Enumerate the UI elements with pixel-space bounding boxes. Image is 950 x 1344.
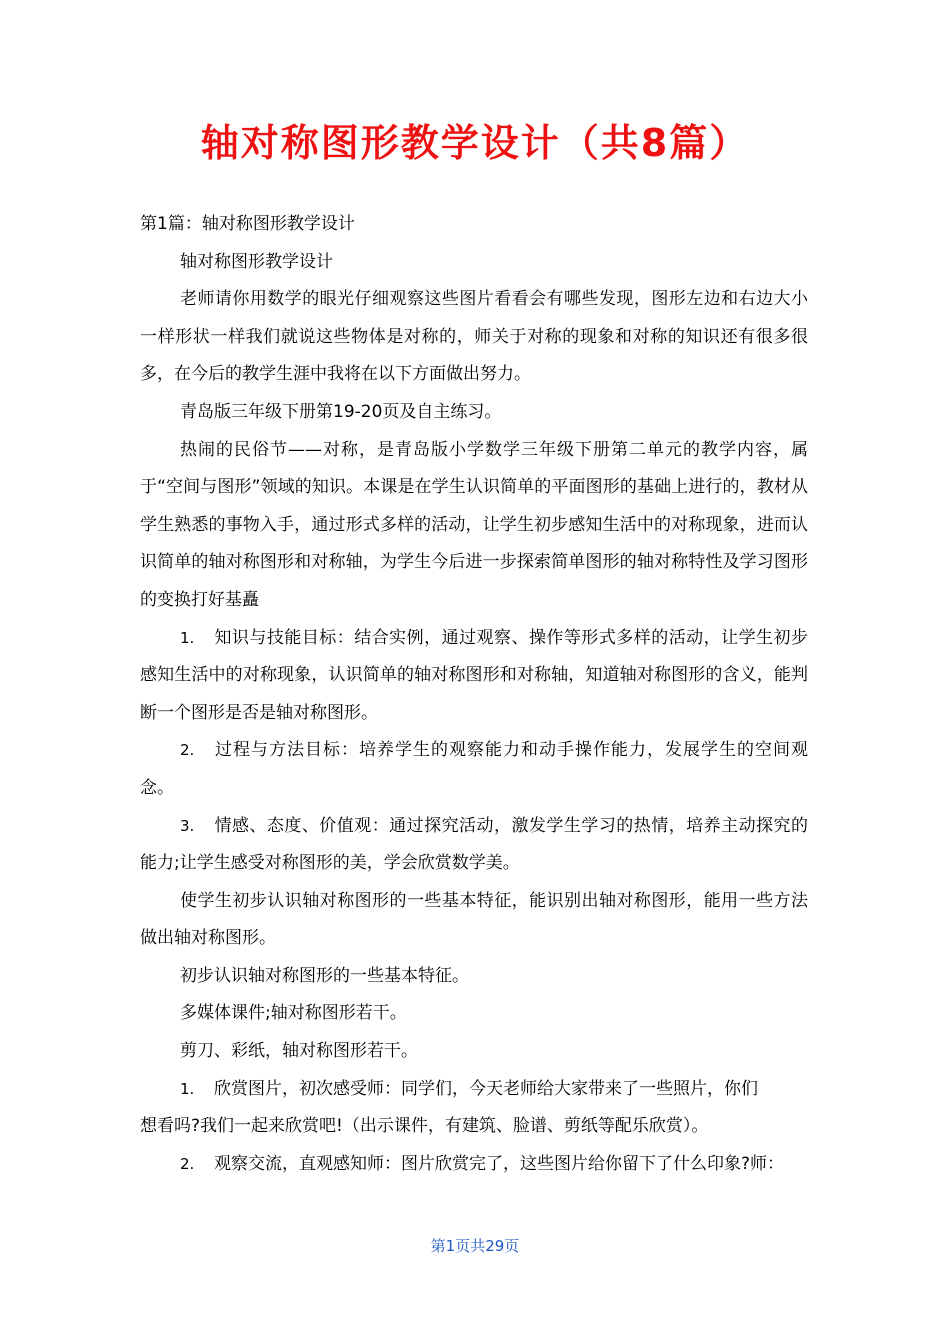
goal-number: 2. [180,741,195,760]
step-item [140,1071,808,1146]
paragraph: 使学生初步认识轴对称图形的一些基本特征，能识别出轴对称图形，能用一些方法做出轴对称图形。 [140,890,808,949]
goal-item [140,620,808,733]
step-number: 2. [180,1154,195,1173]
goal-text: 情感、态度、价值观：通过探究活动，激发学生学习的热情，培养主动探究的能力;让学生感受对称图形的美，学会欣赏数学美。 [140,815,808,874]
step-text-line1: 观察交流，直观感知师：图片欣赏完了，这些图片给你留下了什么印象?师： [214,1153,785,1174]
step-text-line2: 想看吗?我们一起来欣赏吧!（出示课件，有建筑、脸谱、剪纸等配乐欣赏）。 [140,1116,709,1137]
paragraph: 青岛版三年级下册第19-20页及自主练习。 [180,401,502,422]
goal-number: 3. [180,816,195,835]
goal-text: 过程与方法目标：培养学生的观察能力和动手操作能力，发展学生的空间观念。 [140,740,808,798]
goal-text: 知识与技能目标：结合实例，通过观察、操作等形式多样的活动，让学生初步感知生活中的对称现象，认识简单的轴对称图形和对称轴，知道轴对称图形的含义，能判断一个图形是否是轴对称图形。 [140,627,808,723]
step-number: 1. [180,1079,195,1098]
section-heading: 第1篇：轴对称图形教学设计 [140,214,355,234]
goal-item [140,808,808,883]
paragraph: 剪刀、彩纸，轴对称图形若干。 [180,1041,418,1062]
paragraph: 轴对称图形教学设计 [180,251,333,272]
goal-number: 1. [180,628,195,647]
step-text-line1: 欣赏图片，初次感受师：同学们，今天老师给大家带来了一些照片，你们 [214,1078,758,1099]
paragraph: 初步认识轴对称图形的一些基本特征。 [180,965,469,986]
goal-item [140,732,808,807]
step-item [140,1146,808,1184]
document-title: 轴对称图形教学设计（共8篇） [200,121,750,165]
paragraph: 多媒体课件;轴对称图形若干。 [180,1003,407,1024]
page-footer: 第1页共29页 [430,1237,520,1255]
paragraph: 热闹的民俗节——对称，是青岛版小学数学三年级下册第二单元的教学内容，属于“空间与图形”领域的知识。本课是在学生认识简单的平面图形的基础上进行的，教材从学生熟悉的事物入手，通过形式多样的活动，让学生初步感知生活中的对称现象，进而认识简单的轴对称图形和对称轴，为学生今后进一步探索简单图形的轴对称特性及学习图形的变换打好基矗 [140,439,808,610]
paragraph: 老师请你用数学的眼光仔细观察这些图片看看会有哪些发现，图形左边和右边大小一样形状一样我们就说这些物体是对称的，师关于对称的现象和对称的知识还有很多很多，在今后的教学生涯中我将在以下方面做出努力。 [140,289,808,385]
document-body [140,206,808,1183]
